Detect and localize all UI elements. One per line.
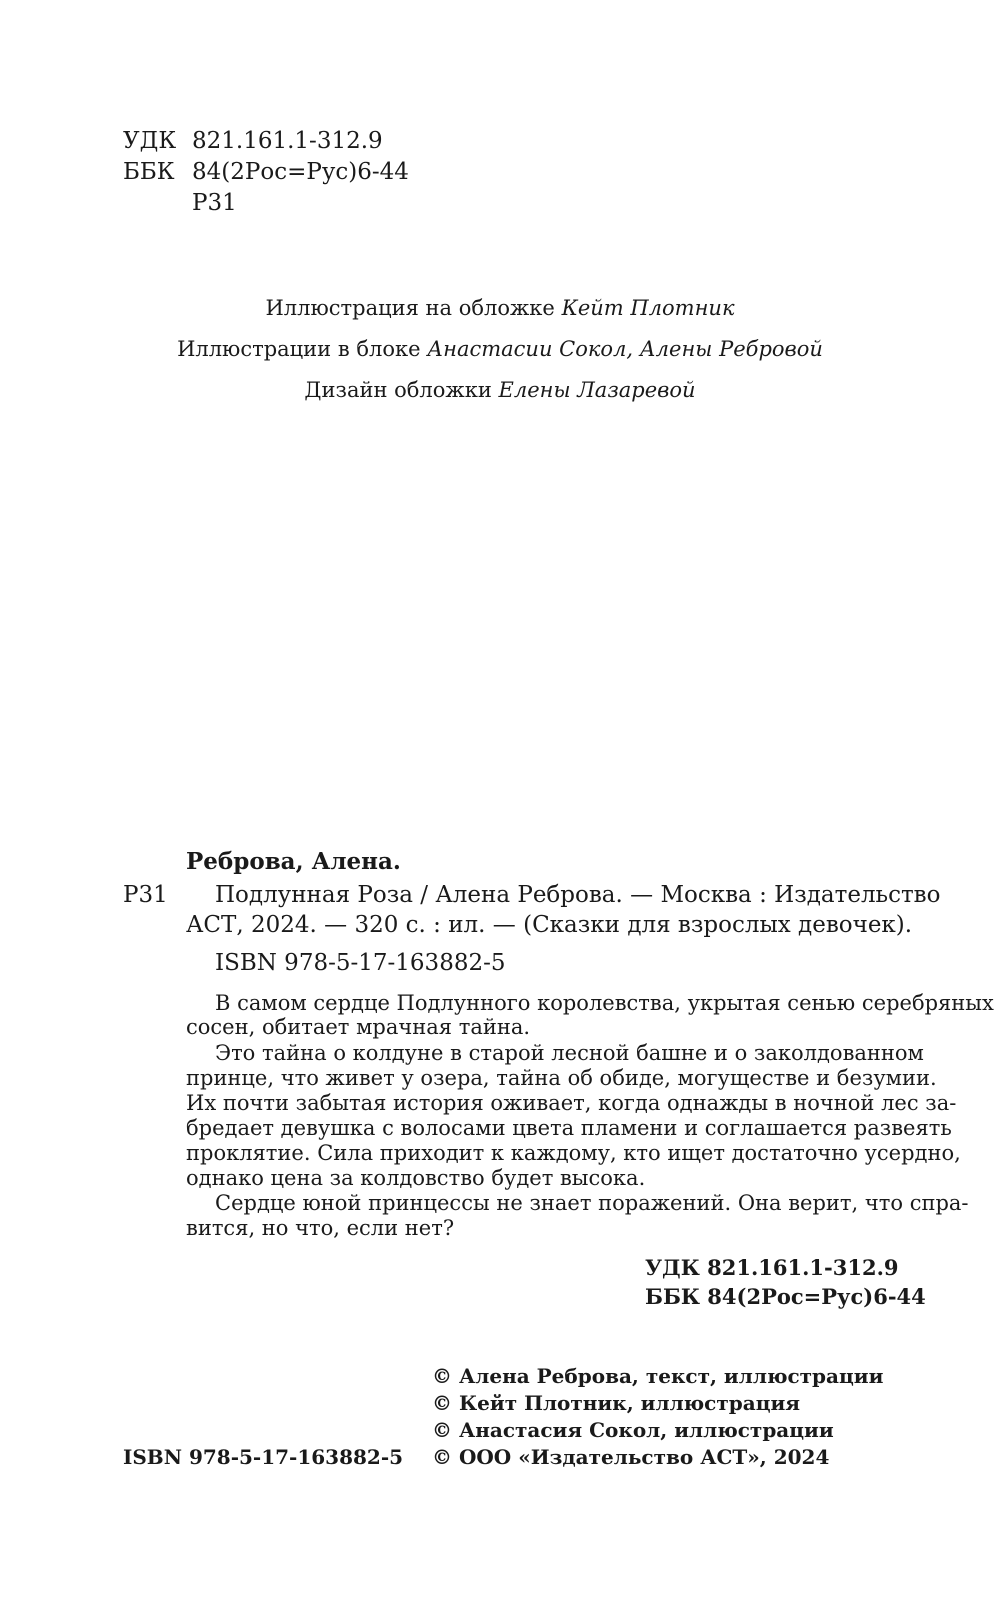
credit-cover-design (0, 378, 1000, 402)
bib-line-2: АСТ, 2024. — 320 с. : ил. — (Сказки для взрослых девочек). (186, 912, 913, 938)
annotation-line: бредает девушка с волосами цвета пламени и соглашается развеять (186, 1116, 952, 1140)
author-mark-top: Р31 (192, 190, 237, 216)
copyright-line: © ООО «Издательство АСТ», 2024 (432, 1445, 830, 1469)
bib-isbn: ISBN 978-5-17-163882-5 (215, 950, 506, 976)
annotation-line: сосен, обитает мрачная тайна. (186, 1015, 531, 1039)
annotation-line: Их почти забытая история оживает, когда однажды в ночной лес за- (186, 1091, 957, 1115)
annotation-line: однако цена за колдовство будет высока. (186, 1166, 646, 1190)
annotation-line: В самом сердце Подлунного королевства, укрытая сенью серебряных (215, 991, 994, 1015)
bbk-value: 84(2Рос=Рус)6-44 (192, 159, 409, 185)
udk-label: УДК (123, 128, 177, 154)
copyright-line: © Кейт Плотник, иллюстрация (432, 1391, 801, 1415)
annotation-line: принце, что живет у озера, тайна об обиде, могуществе и безумии. (186, 1066, 937, 1090)
credit-block-illustration-names: Анастасии Сокол, Алены Ребровой (427, 337, 823, 361)
annotation-line: Сердце юной принцессы не знает поражений. Она верит, что спра- (215, 1191, 969, 1215)
annotation-line: проклятие. Сила приходит к каждому, кто ищет достаточно усердно, (186, 1141, 961, 1165)
credit-cover-illustration-name: Кейт Плотник (561, 296, 735, 320)
bib-line-1: Подлунная Роза / Алена Реброва. — Москва : Издательство (215, 882, 941, 908)
bib-author-mark: Р31 (123, 882, 168, 908)
copyright-isbn: ISBN 978-5-17-163882-5 (123, 1445, 404, 1469)
credit-block-illustration-prefix: Иллюстрации в блоке (177, 337, 421, 361)
credit-cover-design-prefix: Дизайн обложки (304, 378, 492, 402)
copyright-line: © Анастасия Сокол, иллюстрации (432, 1418, 834, 1442)
bib-author: Реброва, Алена. (186, 848, 401, 875)
credit-cover-design-name: Елены Лазаревой (498, 378, 696, 402)
credit-cover-illustration (0, 296, 1000, 320)
udk-value: 821.161.1-312.9 (192, 128, 383, 154)
copyright-line: © Алена Реброва, текст, иллюстрации (432, 1364, 884, 1388)
annotation-bbk: ББК 84(2Рос=Рус)6-44 (645, 1284, 926, 1309)
credit-cover-illustration-prefix: Иллюстрация на обложке (265, 296, 555, 320)
bbk-label: ББК (123, 159, 175, 185)
credit-block-illustration (0, 337, 1000, 361)
annotation-line: Это тайна о колдуне в старой лесной башне и о заколдованном (215, 1041, 924, 1065)
annotation-udk: УДК 821.161.1-312.9 (645, 1255, 899, 1280)
annotation-line: вится, но что, если нет? (186, 1216, 455, 1240)
